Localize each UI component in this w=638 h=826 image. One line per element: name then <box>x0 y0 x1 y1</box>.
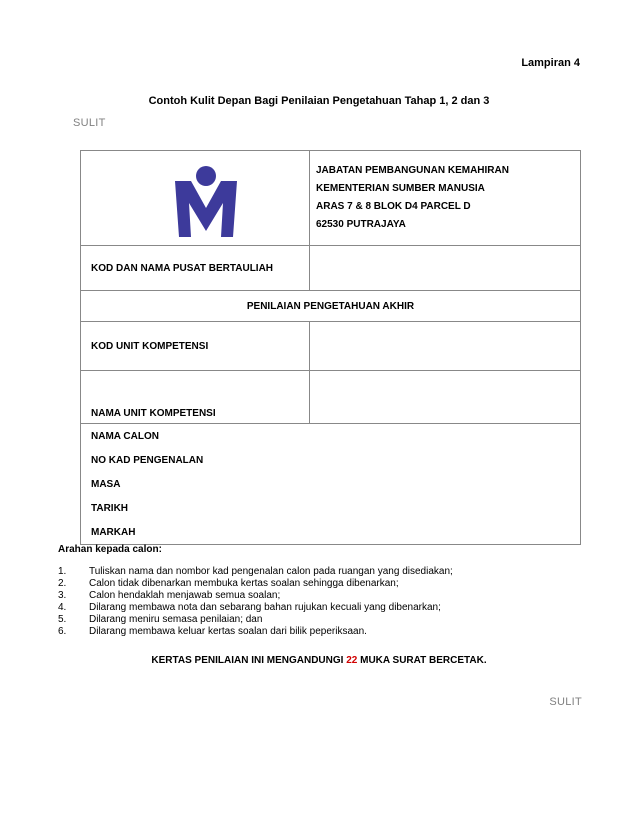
cover-form-table <box>80 150 581 545</box>
no-kad-label: NO KAD PENGENALAN <box>81 448 581 472</box>
instruction-text: Tuliskan nama dan nombor kad pengenalan calon pada ruangan yang disediakan; <box>89 566 453 577</box>
kod-unit-field[interactable] <box>310 322 581 371</box>
instruction-item <box>58 590 453 602</box>
instruction-item <box>58 602 453 614</box>
instruction-item <box>58 566 453 578</box>
page-count-number: 22 <box>346 655 358 666</box>
instruction-number: 4. <box>58 602 67 613</box>
lampiran-label: Lampiran 4 <box>521 57 580 69</box>
instruction-text: Calon tidak dibenarkan membuka kertas soalan sehingga dibenarkan; <box>89 578 399 589</box>
kod-pusat-row <box>81 246 581 291</box>
nama-unit-row <box>81 371 581 424</box>
tarikh-row <box>81 496 581 520</box>
statement-before: KERTAS PENILAIAN INI MENGANDUNGI <box>151 655 347 666</box>
org-line-4: 62530 PUTRAJAYA <box>316 219 406 230</box>
header-row <box>81 151 581 246</box>
instruction-text: Dilarang meniru semasa penilaian; dan <box>89 614 263 625</box>
penilaian-row <box>81 291 581 322</box>
instruction-text: Dilarang membawa keluar kertas soalan dari bilik peperiksaan. <box>89 626 367 637</box>
instruction-item <box>58 578 453 590</box>
kod-unit-row <box>81 322 581 371</box>
instructions-heading: Arahan kepada calon: <box>58 544 162 555</box>
masa-row <box>81 472 581 496</box>
page-count-statement <box>0 655 638 666</box>
masa-label: MASA <box>81 472 581 496</box>
kod-pusat-label: KOD DAN NAMA PUSAT BERTAULIAH <box>81 246 310 291</box>
org-address-cell <box>310 151 581 246</box>
kod-pusat-field[interactable] <box>310 246 581 291</box>
markah-row <box>81 520 581 545</box>
instructions-list <box>58 566 453 638</box>
nama-unit-field[interactable] <box>310 371 581 424</box>
statement-after: MUKA SURAT BERCETAK. <box>357 655 487 666</box>
tarikh-label: TARIKH <box>81 496 581 520</box>
nama-unit-label: NAMA UNIT KOMPETENSI <box>81 371 310 424</box>
penilaian-label: PENILAIAN PENGETAHUAN AKHIR <box>81 291 581 322</box>
instruction-text: Dilarang membawa nota dan sebarang bahan rujukan kecuali yang dibenarkan; <box>89 602 441 613</box>
document-title: Contoh Kulit Depan Bagi Penilaian Pengetahuan Tahap 1, 2 dan 3 <box>148 95 490 107</box>
sulit-top-label: SULIT <box>73 117 106 129</box>
instruction-item <box>58 614 453 626</box>
instruction-item <box>58 626 453 638</box>
instruction-number: 2. <box>58 578 67 589</box>
nama-calon-row <box>81 424 581 449</box>
org-line-1: JABATAN PEMBANGUNAN KEMAHIRAN <box>316 165 509 176</box>
instruction-text: Calon hendaklah menjawab semua soalan; <box>89 590 281 601</box>
logo-cell <box>81 151 310 246</box>
markah-label: MARKAH <box>81 520 581 545</box>
instruction-number: 6. <box>58 626 67 637</box>
org-line-3: ARAS 7 & 8 BLOK D4 PARCEL D <box>316 201 471 212</box>
no-kad-row <box>81 448 581 472</box>
jpk-logo-icon <box>171 163 241 239</box>
kod-unit-label: KOD UNIT KOMPETENSI <box>81 322 310 371</box>
sulit-bottom-label: SULIT <box>549 696 582 708</box>
instruction-number: 3. <box>58 590 67 601</box>
instruction-number: 5. <box>58 614 67 625</box>
nama-calon-label: NAMA CALON <box>81 424 581 449</box>
instruction-number: 1. <box>58 566 67 577</box>
org-line-2: KEMENTERIAN SUMBER MANUSIA <box>316 183 485 194</box>
